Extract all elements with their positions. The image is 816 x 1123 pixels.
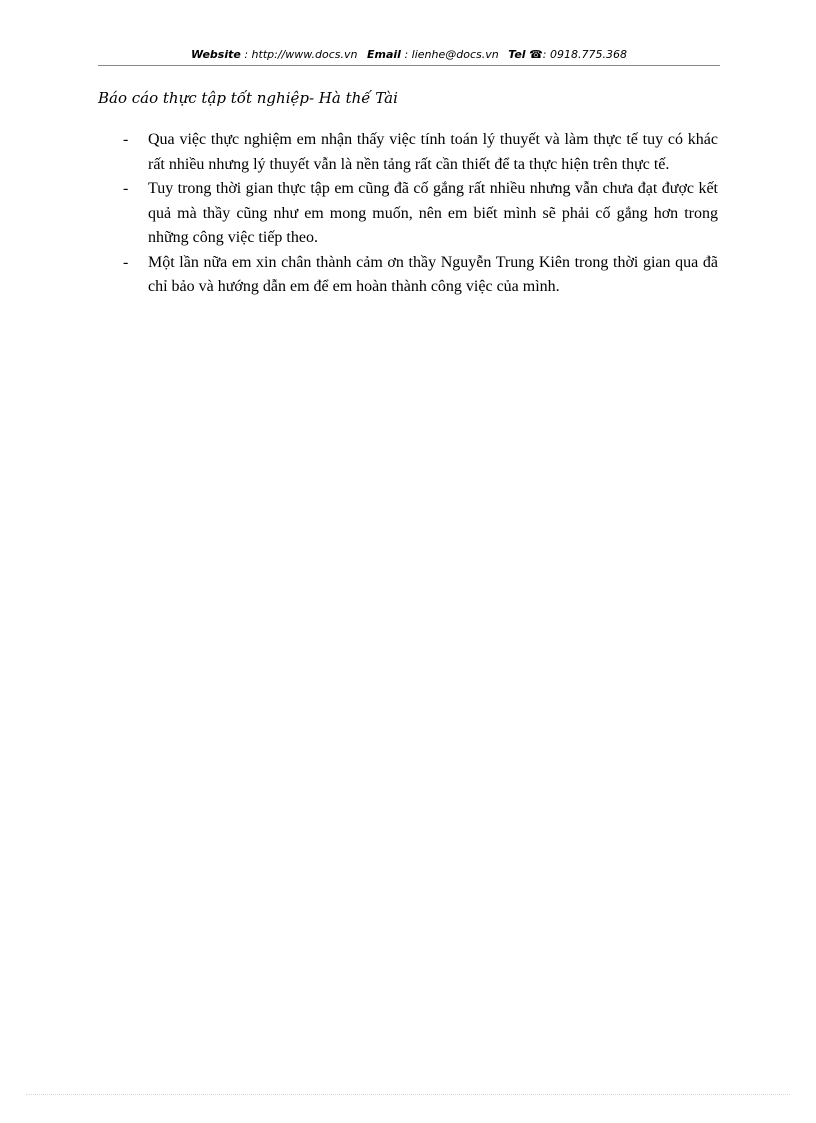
website-value: : http://www.docs.vn [244,48,358,61]
footer-divider [26,1094,790,1095]
list-item-text: Một lần nữa em xin chân thành cảm ơn thầy Nguyễn Trung Kiên trong thời gian qua đã chỉ bảo và hướng dẫn em để em hoàn thành công việc của mình. [148,253,718,295]
phone-icon: ☎ [529,48,543,61]
bullet-dash: - [123,253,129,271]
list-item-text: Qua việc thực nghiệm em nhận thấy việc tính toán lý thuyết và làm thực tế tuy có khác rất nhiều nhưng lý thuyết vẫn là nền tảng rất cần thiết để ta thực hiện trên thực tế. [148,131,718,173]
document-subtitle: Báo cáo thực tập tốt nghiệp- Hà thế Tài [98,89,398,107]
email-value: : lienhe@docs.vn [404,48,499,61]
list-item [120,177,718,251]
page-header [98,47,720,66]
conclusion-list [120,128,718,300]
tel-value: : 0918.775.368 [542,48,627,61]
bullet-dash: - [123,131,129,148]
list-item [120,251,718,300]
tel-label: Tel [508,48,526,61]
email-label: Email [367,48,401,61]
bullet-dash: - [123,180,129,197]
list-item-text: Tuy trong thời gian thực tập em cũng đã cố gắng rất nhiều nhưng vẫn chưa đạt được kết quả mà thầy cũng như em mong muốn, nên em biết mình sẽ phải cố gắng hơn trong những công việc tiếp theo. [148,180,718,246]
website-label: Website [191,48,241,61]
list-item [120,128,718,177]
